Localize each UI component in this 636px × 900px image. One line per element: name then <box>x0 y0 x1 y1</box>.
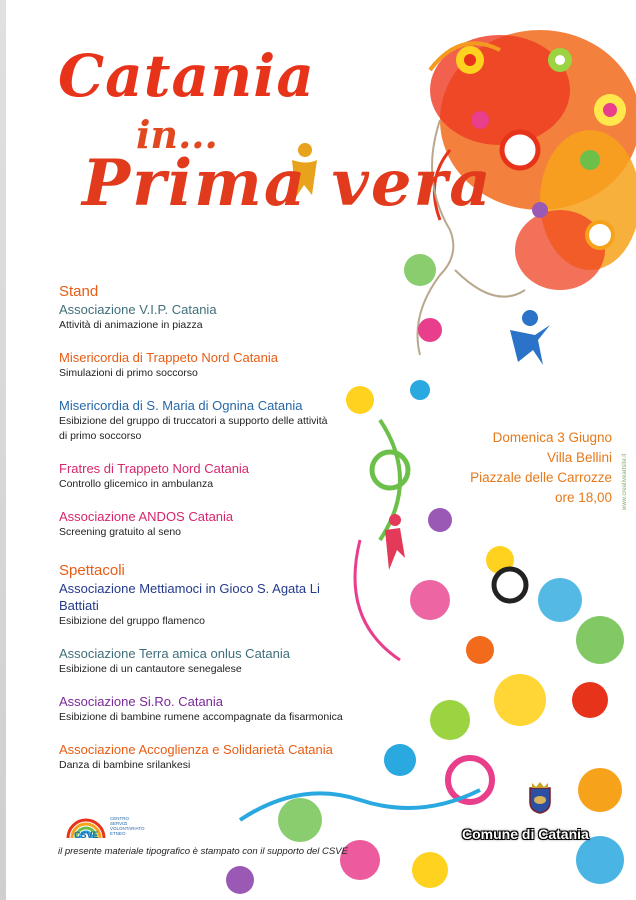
footer-note: il presente materiale tipografico è stampato con il supporto del CSVE <box>58 846 348 857</box>
program-listing <box>59 283 359 789</box>
comune-label: Comune di Catania <box>462 826 589 842</box>
spettacoli-heading: Spettacoli <box>59 562 125 579</box>
org-name: Misericordia di Trappeto Nord Catania <box>59 350 278 365</box>
event-area: Piazzale delle Carrozze <box>470 470 612 485</box>
title-line-3: Prima vera <box>82 146 493 221</box>
org-name: Associazione Accoglienza e Solidarietà Catania <box>59 742 333 757</box>
csve-caption-line: ETNEO <box>110 831 126 836</box>
stand-entry <box>59 460 359 492</box>
csve-caption <box>110 816 150 836</box>
spettacoli-entry <box>59 741 359 773</box>
csve-caption-line: VOLONTARIATO <box>110 826 145 831</box>
org-description-cont: di primo soccorso <box>59 430 142 442</box>
org-description: Esibizione del gruppo flamenco <box>59 615 205 627</box>
csve-caption-line: CENTRO <box>110 816 129 821</box>
stand-entry <box>59 349 359 381</box>
org-description: Simulazioni di primo soccorso <box>59 367 198 379</box>
org-name: Associazione ANDOS Catania <box>59 509 234 524</box>
org-name: Fratres di Trappeto Nord Catania <box>59 461 250 476</box>
org-name: Misericordia di S. Maria di Ognina Catania <box>59 398 303 413</box>
event-details <box>470 428 612 508</box>
stand-entry <box>59 301 359 333</box>
event-time: ore 18,00 <box>554 490 612 505</box>
org-description: Esibizione di un cantautore senegalese <box>59 663 242 675</box>
dancer-figure-blue <box>510 310 550 365</box>
comune-crest-icon <box>527 780 553 814</box>
stand-entry <box>59 508 359 540</box>
event-place: Villa Bellini <box>546 450 612 465</box>
stand-heading: Stand <box>59 283 99 300</box>
org-name: Associazione V.I.P. Catania <box>59 302 217 317</box>
title-line-1: Catania <box>58 42 315 110</box>
org-description: Danza di bambine srilankesi <box>59 759 191 771</box>
title-line-2: in... <box>136 112 218 157</box>
org-description: Screening gratuito al seno <box>59 526 181 538</box>
csve-caption-line: SERVIZI <box>110 821 128 826</box>
org-name: Associazione Terra amica onlus Catania <box>59 646 290 661</box>
org-name: Associazione Mettiamoci in Gioco S. Agata Li Battiati <box>59 581 320 613</box>
org-description: Attività di animazione in piazza <box>59 319 203 331</box>
org-name: Associazione Si.Ro. Catania <box>59 694 224 709</box>
stand-entry <box>59 397 359 444</box>
csve-logo-text: CSVE <box>74 830 99 840</box>
org-description: Controllo glicemico in ambulanza <box>59 478 214 490</box>
credit-text: www.creativeartsite.it <box>622 453 628 510</box>
event-date: Domenica 3 Giugno <box>492 430 612 445</box>
org-description: Esibizione del gruppo di truccatori a supporto delle attività <box>59 415 328 427</box>
spettacoli-entry <box>59 580 359 629</box>
org-description: Esibizione di bambine rumene accompagnate da fisarmonica <box>59 711 343 723</box>
spettacoli-entry <box>59 693 359 725</box>
spettacoli-entry <box>59 645 359 677</box>
